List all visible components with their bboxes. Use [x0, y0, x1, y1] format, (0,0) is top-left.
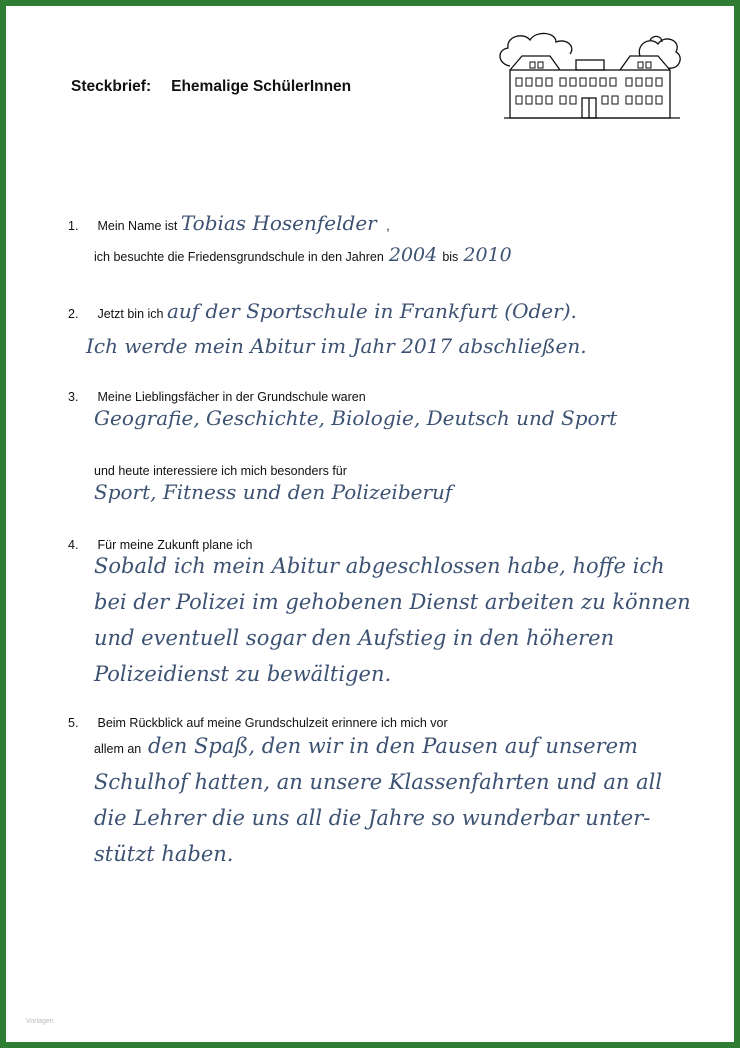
answer-5-line: die Lehrer die uns all die Jahre so wunderbar unter- [94, 806, 651, 830]
question-3-number: 3. [68, 390, 79, 404]
answer-year-to: 2010 [463, 244, 512, 266]
bis-label: bis [442, 250, 459, 264]
document-page [6, 6, 734, 1042]
question-1-years [94, 244, 512, 266]
question-3 [68, 390, 366, 404]
answer-year-from: 2004 [388, 244, 438, 266]
question-5-number: 5. [68, 716, 79, 730]
answer-4-line: bei der Polizei im gehobenen Dienst arbeiten zu können [94, 590, 691, 614]
answer-3-subjects: Geografie, Geschichte, Biologie, Deutsch und Sport [94, 406, 618, 430]
question-3-prompt: Meine Lieblingsfächer in der Grundschule waren [97, 390, 366, 404]
page-title [71, 78, 351, 96]
question-4-prompt: Für meine Zukunft plane ich [97, 538, 253, 552]
school-building-icon [490, 26, 686, 122]
question-5-prompt: Beim Rückblick auf meine Grundschulzeit erinnere ich mich vor [97, 716, 448, 730]
question-1-years-prompt: ich besuchte die Friedensgrundschule in den Jahren [94, 250, 384, 264]
question-2-prompt: Jetzt bin ich [97, 307, 164, 321]
answer-name: Tobias Hosenfelder [180, 211, 377, 235]
answer-3-interests: Sport, Fitness und den Polizeiberuf [94, 480, 453, 504]
question-5-prompt-2: allem an [94, 742, 142, 756]
title-label: Steckbrief: [71, 78, 152, 95]
answer-4-line: Polizeidienst zu bewältigen. [94, 662, 392, 686]
question-3-prompt-2: und heute interessiere ich mich besonders für [94, 464, 347, 478]
title-subtitle: Ehemalige SchülerInnen [171, 78, 352, 95]
answer-4-line: Sobald ich mein Abitur abgeschlossen habe, hoffe ich [94, 554, 665, 578]
question-1-number: 1. [68, 219, 79, 233]
question-5 [68, 716, 448, 730]
answer-5-line [94, 734, 638, 758]
answer-5-line-1: den Spaß, den wir in den Pausen auf unserem [147, 734, 638, 758]
question-2-number: 2. [68, 307, 79, 321]
comma: , [386, 219, 390, 233]
question-2 [68, 299, 577, 323]
question-4-number: 4. [68, 538, 79, 552]
question-1 [68, 211, 390, 235]
footer-text: Vorlagen [26, 1018, 54, 1025]
answer-2-line-1: auf der Sportschule in Frankfurt (Oder). [166, 299, 577, 323]
answer-4-line: und eventuell sogar den Aufstieg in den höheren [94, 626, 615, 650]
answer-5-line: stützt haben. [94, 842, 234, 866]
question-1-prompt: Mein Name ist [97, 219, 178, 233]
answer-5-line: Schulhof hatten, an unsere Klassenfahrten und an all [94, 770, 663, 794]
answer-2-line-2: Ich werde mein Abitur im Jahr 2017 abschließen. [86, 334, 587, 358]
question-4 [68, 538, 252, 552]
